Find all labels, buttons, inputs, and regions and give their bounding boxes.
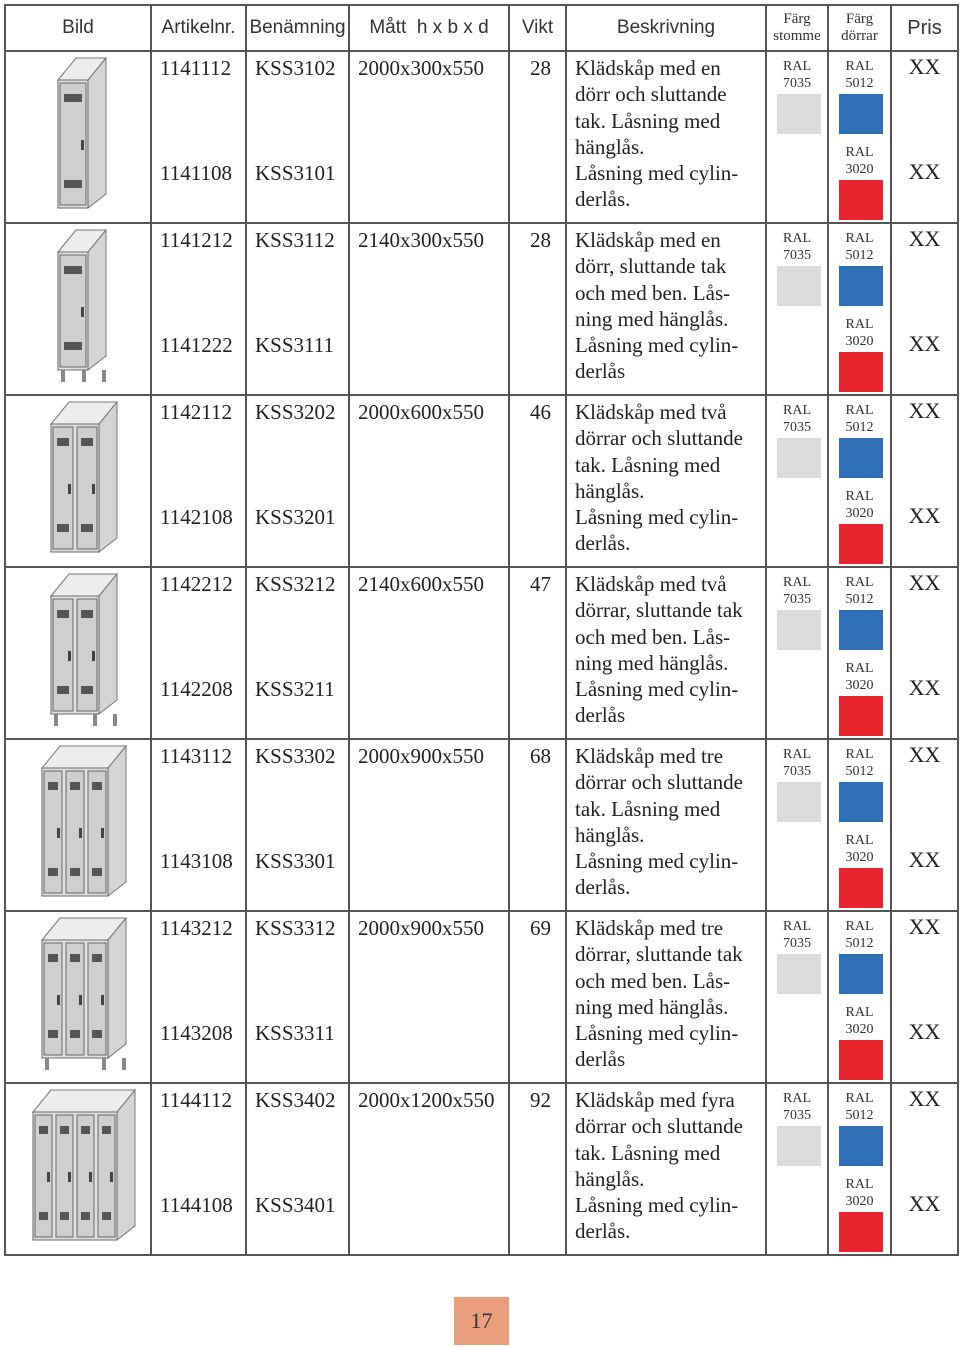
artikelnr-secondary: 1141222 [160, 333, 233, 357]
beskrivning-line: derlås [575, 703, 626, 728]
ral-code: 5012 [845, 936, 874, 951]
ral-code: 7035 [783, 76, 811, 91]
benamning-cell [246, 223, 349, 395]
beskrivning-line: dörrar och sluttande [575, 1114, 743, 1139]
color-swatch-3020 [839, 696, 883, 736]
vikt-value: 28 [530, 56, 551, 80]
matt-cell [349, 739, 509, 911]
col-header-bild: Bild [5, 5, 151, 51]
product-row [5, 223, 958, 395]
beskrivning-line: dörrar, sluttande tak [575, 942, 743, 967]
ral-prefix: RAL [845, 231, 874, 246]
artikelnr-secondary: 1141108 [160, 161, 232, 185]
matt-value: 2000x900x550 [358, 744, 484, 768]
beskrivning-cell [566, 739, 766, 911]
ral-prefix: RAL [845, 317, 874, 332]
artikelnr-primary: 1143112 [160, 744, 232, 768]
vikt-value: 46 [530, 400, 551, 424]
vikt-cell [509, 911, 566, 1083]
ral-prefix: RAL [845, 833, 874, 848]
benamning-primary: KSS3102 [255, 56, 336, 80]
beskrivning-line: och med ben. Lås- [575, 624, 731, 649]
pris-primary: XX [908, 398, 941, 423]
farg-dorrar-cell [828, 739, 891, 911]
product-image-cell [5, 739, 151, 911]
beskrivning-line: hänglås. [575, 478, 645, 503]
color-swatch-7035 [777, 94, 821, 134]
ral-code: 3020 [845, 1194, 874, 1209]
benamning-secondary: KSS3401 [255, 1193, 336, 1217]
color-swatch-3020 [839, 180, 883, 220]
ral-code: 5012 [845, 76, 874, 91]
product-row [5, 739, 958, 911]
col-header-benamning: Benämning [246, 5, 349, 51]
beskrivning-line: tak. Låsning med [575, 452, 721, 477]
matt-cell [349, 395, 509, 567]
product-table [4, 4, 959, 1256]
beskrivning-line: hänglås. [575, 1166, 645, 1191]
product-image-cell [5, 223, 151, 395]
artikelnr-cell [151, 223, 246, 395]
pris-primary: XX [908, 226, 941, 251]
product-image-cell [5, 1083, 151, 1255]
beskrivning-line: derlås. [575, 531, 631, 556]
artikelnr-cell [151, 51, 246, 223]
beskrivning-line: Klädskåp med tre [575, 744, 724, 768]
ral-code: 7035 [783, 1108, 811, 1123]
single-locker-sloped-roof-icon [6, 52, 151, 222]
product-row [5, 1083, 958, 1255]
col-header-farg-stomme-line1: Färg [783, 11, 811, 27]
beskrivning-line: tak. Låsning med [575, 108, 721, 133]
color-swatch-5012 [839, 610, 883, 650]
benamning-primary: KSS3312 [255, 916, 336, 940]
ral-code: 7035 [783, 592, 811, 607]
beskrivning-line: Låsning med cylin- [575, 505, 739, 530]
color-swatch-7035 [777, 438, 821, 478]
farg-stomme-cell [766, 51, 828, 223]
ral-prefix: RAL [783, 575, 811, 590]
vikt-cell [509, 395, 566, 567]
pris-secondary: XX [908, 159, 941, 184]
matt-cell [349, 51, 509, 223]
ral-code: 3020 [845, 334, 874, 349]
ral-prefix: RAL [783, 1091, 811, 1106]
matt-value: 2140x600x550 [358, 572, 484, 596]
artikelnr-primary: 1141212 [160, 228, 233, 252]
beskrivning-line: ning med hänglås. [575, 306, 729, 331]
farg-stomme-cell [766, 739, 828, 911]
ral-prefix: RAL [783, 747, 811, 762]
product-row [5, 567, 958, 739]
artikelnr-primary: 1141112 [160, 56, 232, 80]
beskrivning-cell [566, 395, 766, 567]
pris-cell [891, 1083, 958, 1255]
benamning-secondary: KSS3101 [255, 161, 336, 185]
ral-code: 7035 [783, 420, 811, 435]
beskrivning-line: och med ben. Lås- [575, 280, 731, 305]
farg-dorrar-cell [828, 1083, 891, 1255]
artikelnr-secondary: 1142208 [160, 677, 233, 701]
product-image-cell [5, 911, 151, 1083]
beskrivning-cell [566, 51, 766, 223]
benamning-primary: KSS3302 [255, 744, 336, 768]
product-image-cell [5, 395, 151, 567]
matt-cell [349, 1083, 509, 1255]
pris-primary: XX [908, 742, 941, 767]
farg-dorrar-cell [828, 51, 891, 223]
beskrivning-line: derlås [575, 359, 626, 384]
color-swatch-7035 [777, 1126, 821, 1166]
ral-code: 5012 [845, 420, 874, 435]
artikelnr-cell [151, 739, 246, 911]
beskrivning-line: dörrar och sluttande [575, 770, 743, 795]
vikt-value: 69 [530, 916, 551, 940]
vikt-cell [509, 567, 566, 739]
page-number: 17 [454, 1297, 509, 1345]
col-header-farg-stomme-line2: stomme [773, 28, 821, 44]
pris-cell [891, 395, 958, 567]
col-header-farg-dorrar [828, 5, 891, 51]
ral-code: 3020 [845, 506, 874, 521]
ral-prefix: RAL [783, 403, 811, 418]
pris-cell [891, 567, 958, 739]
beskrivning-cell [566, 911, 766, 1083]
benamning-secondary: KSS3301 [255, 849, 336, 873]
col-header-farg-dorrar-line1: Färg [845, 11, 874, 27]
color-swatch-5012 [839, 438, 883, 478]
beskrivning-line: Klädskåp med tre [575, 916, 724, 940]
product-row [5, 51, 958, 223]
product-image-cell [5, 567, 151, 739]
beskrivning-line: Låsning med cylin- [575, 1193, 739, 1218]
benamning-cell [246, 911, 349, 1083]
artikelnr-cell [151, 1083, 246, 1255]
matt-value: 2140x300x550 [358, 228, 484, 252]
pris-cell [891, 739, 958, 911]
ral-prefix: RAL [845, 59, 874, 74]
ral-prefix: RAL [845, 575, 874, 590]
beskrivning-line: Klädskåp med en [575, 228, 721, 252]
farg-stomme-cell [766, 223, 828, 395]
color-swatch-5012 [839, 782, 883, 822]
benamning-primary: KSS3202 [255, 400, 336, 424]
beskrivning-cell [566, 223, 766, 395]
vikt-value: 28 [530, 228, 551, 252]
beskrivning-line: dörrar och sluttande [575, 426, 743, 451]
header-row [5, 5, 958, 51]
quad-locker-sloped-roof-icon [6, 1084, 151, 1254]
pris-primary: XX [908, 914, 941, 939]
ral-prefix: RAL [783, 231, 811, 246]
col-header-artikelnr: Artikelnr. [151, 5, 246, 51]
pris-secondary: XX [908, 503, 941, 528]
triple-locker-with-legs-icon [6, 912, 151, 1082]
beskrivning-line: derlås. [575, 187, 631, 212]
pris-primary: XX [908, 570, 941, 595]
beskrivning-line: Klädskåp med två [575, 572, 727, 596]
color-swatch-7035 [777, 610, 821, 650]
beskrivning-line: Låsning med cylin- [575, 333, 739, 358]
color-swatch-7035 [777, 954, 821, 994]
double-locker-with-legs-icon [6, 568, 151, 738]
farg-stomme-cell [766, 395, 828, 567]
col-header-farg-dorrar-line2: dörrar [841, 28, 878, 44]
matt-value: 2000x1200x550 [358, 1088, 495, 1112]
matt-cell [349, 567, 509, 739]
vikt-cell [509, 1083, 566, 1255]
benamning-secondary: KSS3201 [255, 505, 336, 529]
artikelnr-cell [151, 395, 246, 567]
color-swatch-3020 [839, 868, 883, 908]
product-image-cell [5, 51, 151, 223]
beskrivning-line: Låsning med cylin- [575, 849, 739, 874]
color-swatch-3020 [839, 1040, 883, 1080]
benamning-secondary: KSS3311 [255, 1021, 335, 1045]
beskrivning-line: Låsning med cylin- [575, 161, 739, 186]
beskrivning-line: derlås [575, 1047, 626, 1072]
ral-prefix: RAL [845, 661, 874, 676]
beskrivning-line: dörrar, sluttande tak [575, 598, 743, 623]
pris-secondary: XX [908, 847, 941, 872]
farg-dorrar-cell [828, 567, 891, 739]
farg-stomme-cell [766, 1083, 828, 1255]
vikt-value: 92 [530, 1088, 551, 1112]
vikt-value: 68 [530, 744, 551, 768]
artikelnr-primary: 1142212 [160, 572, 233, 596]
farg-dorrar-cell [828, 223, 891, 395]
benamning-primary: KSS3112 [255, 228, 335, 252]
ral-code: 5012 [845, 1108, 874, 1123]
beskrivning-line: ning med hänglås. [575, 650, 729, 675]
ral-prefix: RAL [845, 403, 874, 418]
beskrivning-line: ning med hänglås. [575, 994, 729, 1019]
ral-code: 3020 [845, 1022, 874, 1037]
benamning-cell [246, 51, 349, 223]
benamning-secondary: KSS3211 [255, 677, 335, 701]
matt-cell [349, 911, 509, 1083]
beskrivning-line: Låsning med cylin- [575, 677, 739, 702]
pris-secondary: XX [908, 675, 941, 700]
pris-secondary: XX [908, 1019, 941, 1044]
matt-cell [349, 223, 509, 395]
vikt-cell [509, 739, 566, 911]
farg-stomme-cell [766, 567, 828, 739]
beskrivning-line: Klädskåp med en [575, 56, 721, 80]
product-row [5, 911, 958, 1083]
farg-dorrar-cell [828, 395, 891, 567]
matt-value: 2000x300x550 [358, 56, 484, 80]
artikelnr-primary: 1143212 [160, 916, 233, 940]
artikelnr-secondary: 1142108 [160, 505, 233, 529]
artikelnr-cell [151, 567, 246, 739]
farg-dorrar-cell [828, 911, 891, 1083]
artikelnr-primary: 1142112 [160, 400, 232, 424]
benamning-cell [246, 1083, 349, 1255]
pris-cell [891, 911, 958, 1083]
ral-prefix: RAL [845, 747, 874, 762]
ral-prefix: RAL [845, 489, 874, 504]
col-header-vikt: Vikt [509, 5, 566, 51]
pris-primary: XX [908, 54, 941, 79]
ral-prefix: RAL [783, 59, 811, 74]
ral-code: 7035 [783, 764, 811, 779]
pris-secondary: XX [908, 1191, 941, 1216]
beskrivning-line: dörr och sluttande [575, 82, 727, 107]
beskrivning-line: Klädskåp med fyra [575, 1088, 735, 1112]
ral-code: 3020 [845, 850, 874, 865]
ral-code: 5012 [845, 764, 874, 779]
col-header-matt: Mått h x b x d [349, 5, 509, 51]
beskrivning-line: dörr, sluttande tak [575, 254, 727, 279]
beskrivning-line: derlås. [575, 1219, 631, 1244]
color-swatch-3020 [839, 1212, 883, 1252]
ral-code: 5012 [845, 248, 874, 263]
benamning-primary: KSS3402 [255, 1088, 336, 1112]
pris-cell [891, 51, 958, 223]
ral-prefix: RAL [783, 919, 811, 934]
ral-code: 7035 [783, 248, 811, 263]
ral-prefix: RAL [845, 1005, 874, 1020]
ral-code: 7035 [783, 936, 811, 951]
ral-prefix: RAL [845, 145, 874, 160]
color-swatch-3020 [839, 352, 883, 392]
beskrivning-line: tak. Låsning med [575, 1140, 721, 1165]
benamning-primary: KSS3212 [255, 572, 336, 596]
beskrivning-line: derlås. [575, 875, 631, 900]
artikelnr-secondary: 1144108 [160, 1193, 233, 1217]
beskrivning-line: hänglås. [575, 822, 645, 847]
farg-stomme-cell [766, 911, 828, 1083]
ral-prefix: RAL [845, 1091, 874, 1106]
vikt-value: 47 [530, 572, 551, 596]
matt-value: 2000x900x550 [358, 916, 484, 940]
pris-secondary: XX [908, 331, 941, 356]
color-swatch-7035 [777, 266, 821, 306]
benamning-cell [246, 739, 349, 911]
color-swatch-3020 [839, 524, 883, 564]
artikelnr-secondary: 1143208 [160, 1021, 233, 1045]
beskrivning-cell [566, 1083, 766, 1255]
artikelnr-primary: 1144112 [160, 1088, 232, 1112]
vikt-cell [509, 223, 566, 395]
col-header-farg-stomme [766, 5, 828, 51]
color-swatch-7035 [777, 782, 821, 822]
ral-prefix: RAL [845, 1177, 874, 1192]
pris-cell [891, 223, 958, 395]
benamning-cell [246, 395, 349, 567]
pris-primary: XX [908, 1086, 941, 1111]
benamning-cell [246, 567, 349, 739]
ral-code: 3020 [845, 162, 874, 177]
beskrivning-line: Låsning med cylin- [575, 1021, 739, 1046]
double-locker-sloped-roof-icon [6, 396, 151, 566]
color-swatch-5012 [839, 1126, 883, 1166]
beskrivning-line: tak. Låsning med [575, 796, 721, 821]
beskrivning-cell [566, 567, 766, 739]
col-header-beskrivning: Beskrivning [566, 5, 766, 51]
single-locker-with-legs-icon [6, 224, 151, 394]
ral-prefix: RAL [845, 919, 874, 934]
beskrivning-line: hänglås. [575, 134, 645, 159]
color-swatch-5012 [839, 954, 883, 994]
beskrivning-line: och med ben. Lås- [575, 968, 731, 993]
product-row [5, 395, 958, 567]
ral-code: 5012 [845, 592, 874, 607]
triple-locker-sloped-roof-icon [6, 740, 151, 910]
vikt-cell [509, 51, 566, 223]
benamning-secondary: KSS3111 [255, 333, 334, 357]
matt-value: 2000x600x550 [358, 400, 484, 424]
artikelnr-cell [151, 911, 246, 1083]
color-swatch-5012 [839, 94, 883, 134]
col-header-pris: Pris [891, 5, 958, 51]
ral-code: 3020 [845, 678, 874, 693]
color-swatch-5012 [839, 266, 883, 306]
artikelnr-secondary: 1143108 [160, 849, 233, 873]
beskrivning-line: Klädskåp med två [575, 400, 727, 424]
